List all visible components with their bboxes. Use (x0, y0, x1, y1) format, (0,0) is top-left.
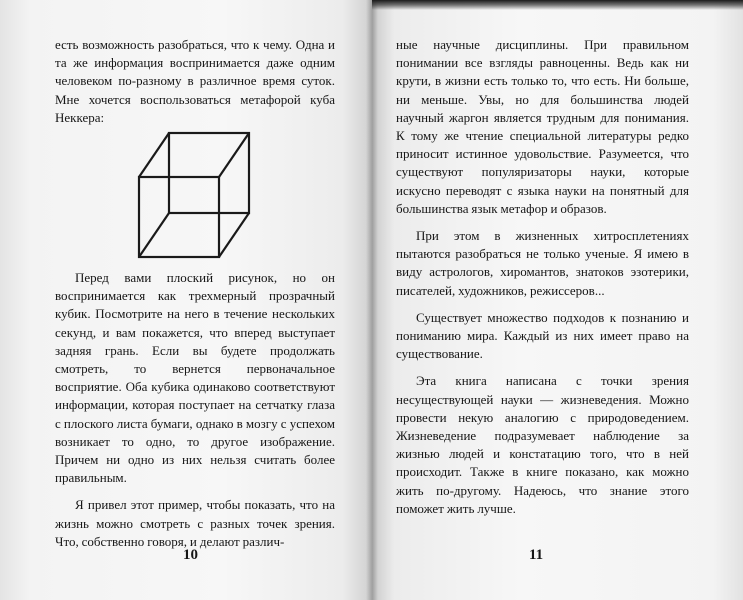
page-number-left: 10 (183, 547, 198, 563)
necker-cube-icon (135, 127, 255, 263)
left-paragraph-2: Перед вами плоский рисунок, но он воспринимается как трехмерный прозрачный кубик. Посмотрите на него в течение нескольких секунд, и вам покажется, что вперед выступает задняя грань. Если вы будете продолжать смотреть, то вернется первоначальное восприятие. Оба кубика одинаково соответствуют информации, которая поступает на сетчатку глаза с плоского листа бумаги, однако в мозгу с успехом возникает то одно, то другое изображение. Причем ни одно из них нельзя считать более правильным. (55, 270, 335, 486)
page-edge-shadow (372, 0, 743, 10)
right-paragraph-1: ные научные дисциплины. При правильном понимании все взгляды равноценны. Ведь как ни крути, в жизни есть только то, что есть. Ни больше, ни меньше. Увы, но для большинства людей научный жаргон является трудным для понимания. К тому же чтение специальной литературы редко приносит истинное удовольствие. Разумеется, что существуют популяризаторы науки, которые искусно переводят с языка науки на понятный для большинства язык метафор и образов. (396, 37, 689, 216)
left-paragraph-3: Я привел этот пример, чтобы показать, что на жизнь можно смотреть с разных точек зрения. Что, собственно говоря, и делают различ- (55, 497, 335, 549)
right-paragraph-4: Эта книга написана с точки зрения несуществующей науки — жизневедения. Можно провести некую аналогию с природоведением. Жизневедение подразумевает наблюдение за жизнью людей и констатацию того, что в ней происходит. Также в книге показано, как можно жить по-другому. Надеюсь, что знание этого поможет жить лучше. (396, 373, 689, 516)
page-number-right: 11 (529, 547, 544, 563)
right-paragraph-3: Существует множество подходов к познанию и пониманию мира. Каждый из них имеет право на существование. (396, 309, 689, 362)
left-paragraph-1: есть возможность разобраться, что к чему. Одна и та же информация воспринимается даже одним человеком по-разному в различное время суток. Мне хочется воспользоваться метафорой куба Неккера: (55, 37, 335, 125)
book-gutter (366, 0, 378, 600)
left-page-text (55, 36, 335, 551)
right-page-text (396, 36, 689, 518)
necker-cube-figure (55, 127, 335, 269)
right-paragraph-2: При этом в жизненных хитросплетениях пытаются разобраться не только ученые. Я имею в виду астрологов, хиромантов, знатоков эзотерики, писателей, художников, режиссеров... (396, 228, 689, 298)
